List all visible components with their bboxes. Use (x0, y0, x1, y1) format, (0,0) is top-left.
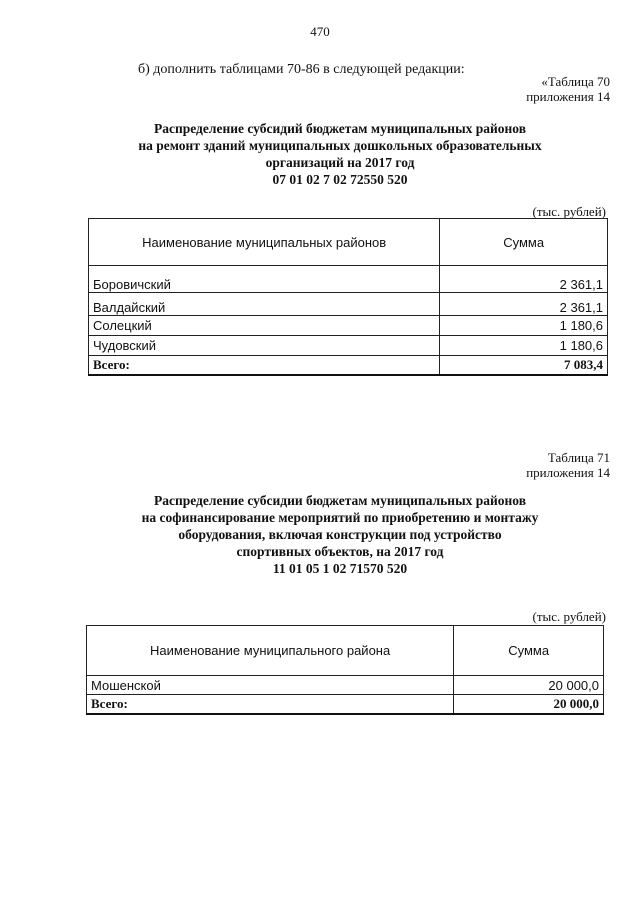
table71-title-line: на софинансирование мероприятий по приобретению и монтажу (141, 510, 539, 525)
table71-header-row (87, 626, 604, 676)
table-row (89, 293, 608, 316)
table71-title-line: 11 01 05 1 02 71570 520 (272, 561, 408, 576)
table70-reference (526, 74, 610, 104)
table71-title-line: Распределение субсидии бюджетам муниципальных районов (153, 493, 527, 508)
district-name: Чудовский (89, 336, 440, 356)
district-name: Валдайский (89, 293, 440, 316)
table70-title-line: Распределение субсидий бюджетам муниципальных районов (153, 121, 527, 136)
table70-title-line: 07 01 02 7 02 72550 520 (272, 172, 408, 187)
table71-title (60, 492, 620, 577)
district-name: Мошенской (87, 676, 454, 695)
district-name: Солецкий (89, 316, 440, 336)
table-row (89, 316, 608, 336)
table70-ref-line1: «Таблица 70 (541, 74, 610, 89)
district-name: Боровичский (89, 266, 440, 293)
table-row (89, 266, 608, 293)
total-label: Всего: (89, 356, 440, 375)
total-label: Всего: (87, 695, 454, 714)
table70-header-sum: Сумма (440, 219, 608, 266)
table70-header-row (89, 219, 608, 266)
table71-title-line: оборудования, включая конструкции под устройство (178, 527, 502, 542)
page-number: 470 (310, 24, 330, 39)
total-sum: 20 000,0 (454, 695, 604, 714)
table70-title-line: на ремонт зданий муниципальных дошкольных образовательных (138, 138, 542, 153)
table71-ref-line2: приложения 14 (526, 465, 610, 480)
table71-header-sum: Сумма (454, 626, 604, 676)
district-sum: 1 180,6 (440, 336, 608, 356)
total-sum: 7 083,4 (440, 356, 608, 375)
table71-ref-line1: Таблица 71 (547, 450, 610, 465)
table70-title (60, 120, 620, 188)
table71 (86, 625, 604, 715)
table71-total-row (87, 695, 604, 714)
district-sum: 20 000,0 (454, 676, 604, 695)
district-sum: 1 180,6 (440, 316, 608, 336)
table71-title-line: спортивных объектов, на 2017 год (236, 544, 444, 559)
district-sum: 2 361,1 (440, 266, 608, 293)
table70 (88, 218, 608, 376)
table-row (87, 676, 604, 695)
table-row (89, 336, 608, 356)
table70-total-row (89, 356, 608, 375)
table70-title-line: организаций на 2017 год (265, 155, 415, 170)
table71-reference (526, 450, 610, 480)
table71-units: (тыс. рублей) (532, 609, 606, 624)
table70-units: (тыс. рублей) (532, 204, 606, 219)
table70-ref-line2: приложения 14 (526, 89, 610, 104)
table71-header-name: Наименование муниципального района (87, 626, 454, 676)
intro-text: б) дополнить таблицами 70-86 в следующей редакции: (138, 62, 465, 77)
district-sum: 2 361,1 (440, 293, 608, 316)
table70-header-name: Наименование муниципальных районов (89, 219, 440, 266)
